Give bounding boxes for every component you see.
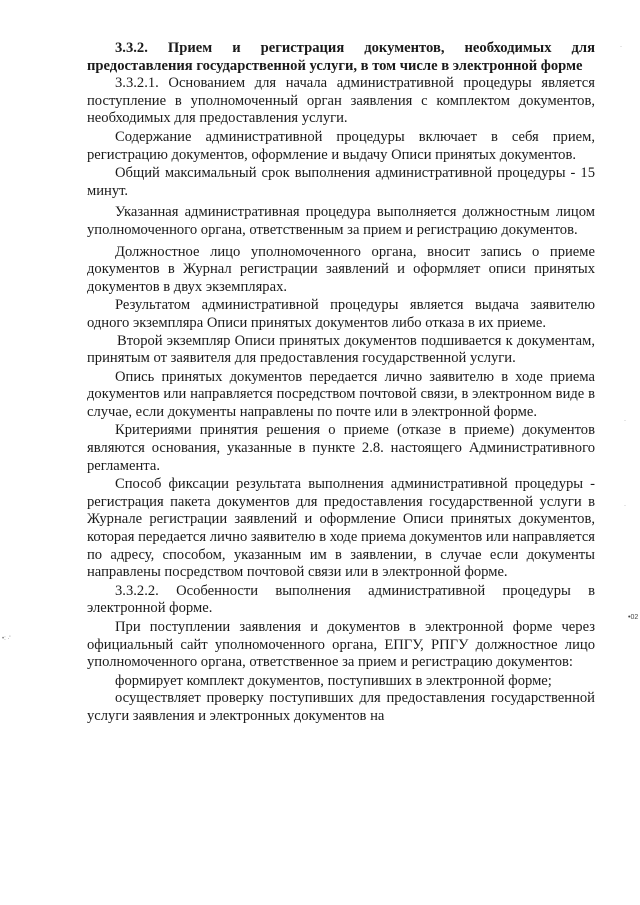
paragraph: Опись принятых документов передается лично заявителю в ходе приема документов или направляется посредством почтовой связи, в электронном виде в случае, если документы направлены по почте или в электронной форме. <box>87 368 595 420</box>
paragraph: Указанная административная процедура выполняется должностным лицом уполномоченного органа, ответственным за прием и регистрацию документов. <box>87 204 595 238</box>
paragraph: Общий максимальный срок выполнения административной процедуры - 15 минут. <box>87 165 595 199</box>
paragraph: 3.3.2.1. Основанием для начала административной процедуры является поступление в уполномоченный орган заявления с комплектом документов, необходимых для предоставления услуги. <box>87 75 595 127</box>
margin-mark: · <box>620 44 622 50</box>
margin-mark: · <box>624 503 626 509</box>
section-heading: 3.3.2. Прием и регистрация документов, необходимых для предоставления государственной услуги, в том числе в электронной форме <box>87 40 595 74</box>
paragraph: Способ фиксации результата выполнения административной процедуры - регистрация пакета документов для предоставления государственной услуги в Журнале регистрации заявлений и оформление Описи принятых документов, которая передается лично заявителю в ходе приема документов или направляется по адресу, способом, указанным им в заявлении, в случае если документы направлены посредством почтовой связи или в электронной форме. <box>87 476 596 581</box>
margin-mark: •02 <box>628 614 639 621</box>
paragraph: Содержание административной процедуры включает в себя прием, регистрацию документов, оформление и выдачу Описи принятых документов. <box>87 128 595 163</box>
paragraph: Второй экземпляр Описи принятых документов подшивается к документам, принятым от заявителя для предоставления государственной услуги. <box>87 332 595 367</box>
paragraph: Должностное лицо уполномоченного органа, вносит запись о приеме документов в Журнал регистрации заявлений и оформляет описи принятых документов в двух экземплярах. <box>87 243 595 295</box>
paragraph: 3.3.2.2. Особенности выполнения административной процедуры в электронной форме. <box>87 582 595 617</box>
margin-mark: · <box>624 418 626 424</box>
document-page <box>87 40 595 726</box>
paragraph: Критериями принятия решения о приеме (отказе в приеме) документов являются основания, указанные в пункте 2.8. настоящего Административного регламента. <box>87 422 595 474</box>
margin-mark: •: ·' <box>2 636 11 642</box>
paragraph: Результатом административной процедуры является выдача заявителю одного экземпляра Описи принятых документов либо отказа в их приеме. <box>87 297 595 331</box>
paragraph: формирует комплект документов, поступивших в электронной форме; <box>115 672 552 689</box>
paragraph: При поступлении заявления и документов в электронной форме через официальный сайт уполномоченного органа, ЕПГУ, РПГУ должностное лицо уполномоченного органа, ответственное за прием и регистрацию документов: <box>87 619 595 671</box>
paragraph: осуществляет проверку поступивших для предоставления государственной услуги заявления и электронных документов на <box>87 690 595 724</box>
